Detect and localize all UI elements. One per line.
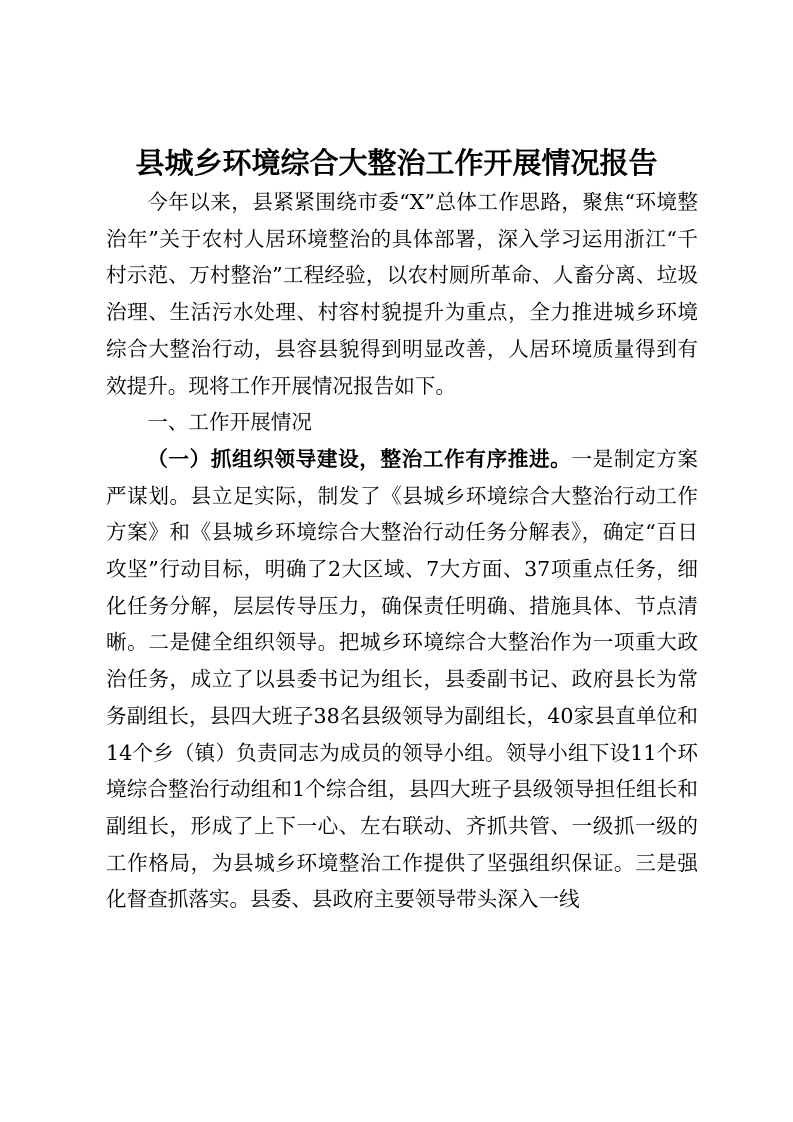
section-heading: 一、工作开展情况 <box>147 410 312 435</box>
subsection-body: 一是制定方案严谋划。县立足实际，制发了《县城乡环境综合大整治行动工作方案》和《县城乡环境综合大整治行动任务分解表》，确定“百日攻坚”行动目标，明确了2大区域、7大方面、37项重点任务，细化任务分解，层层传导压力，确保责任明确、措施具体、节点清晰。二是健全组织领导。把城乡环境综合大整治作为一项重大政治任务，成立了以县委书记为组长，县委副书记、政府县长为常务副组长，县四大班子38名县级领导为副组长，40家县直单位和14个乡（镇）负责同志为成员的领导小组。领导小组下设11个环境综合整治行动组和1个综合组，县四大班子县级领导担任组长和副组长，形成了上下一心、左右联动、齐抓共管、一级抓一级的工作格局，为县城乡环境整治工作提供了坚强组织保证。三是强化督查抓落实。县委、县政府主要领导带头深入一线 <box>106 446 699 912</box>
document-title: 县城乡环境综合大整治工作开展情况报告 <box>135 146 658 180</box>
subsection-paragraph <box>106 441 698 918</box>
intro-paragraph: 今年以来，县紧紧围绕市委“X”总体工作思路，聚焦“环境整治年”关于农村人居环境整治的具体部署，深入学习运用浙江“千村示范、万村整治”工程经验，以农村厕所革命、人畜分离、垃圾治理、生活污水处理、村容村貌提升为重点，全力推进城乡环境综合大整治行动，县容县貌得到明显改善，人居环境质量得到有效提升。现将工作开展情况报告如下。 <box>106 190 698 398</box>
document-body <box>106 184 698 918</box>
subsection-heading: （一）抓组织领导建设，整治工作有序推进。 <box>147 446 572 471</box>
